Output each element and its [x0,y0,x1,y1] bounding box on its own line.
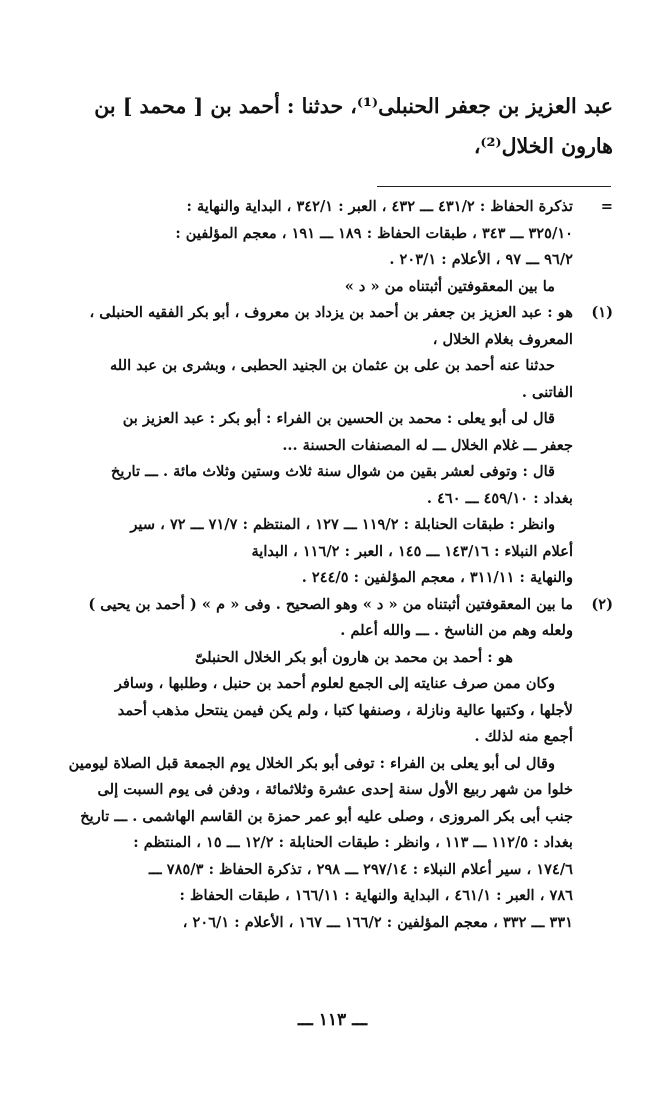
footnote-line: والنهاية : ٣١١/١١ ، معجم المؤلفين : ٢٤٤/٥ . [301,569,573,586]
main-text-block [52,86,613,166]
footnote-label: = [600,198,613,215]
footnote-line: وكان ممن صرف عنايته إلى الجمع لعلوم أحمد بن حنبل ، وطلبها ، وسافر [114,675,555,692]
footnote-line: ٩٦/٢ ـــ ٩٧ ، الأعلام : ٢٠٣/١ . [389,251,573,268]
footnote-line: أجمع منه لذلك . [474,728,573,745]
footnote-label: (٢) [591,595,613,613]
footnote-line: ولعله وهم من الناسخ . ـــ والله أعلم . [340,622,573,639]
footnote-line: لأجلها ، وكتبها عالية ونازلة ، وصنفها كتبا ، ولم يكن فيمن ينتحل مذهب أحمد [117,701,573,719]
footnote-line: جعفر ـــ غلام الخلال ـــ له المصنفات الحسنة ... [282,436,573,454]
footnote-line: بغداد : ٤٥٩/١٠ ـــ ٤٦٠ . [426,489,573,507]
footnote-line: ٣٢٥/١٠ ـــ ٣٤٣ ، طبقات الحفاظ : ١٨٩ ـــ ١٩١ ، معجم المؤلفين : [175,224,573,242]
footnote-line: قال : وتوفى لعشر بقين من شوال سنة ثلاث وستين وثلاث مائة . ـــ تاريخ [110,463,555,480]
footnote-separator [377,186,611,187]
footnote-body [46,300,573,592]
footnote-1 [46,300,613,592]
footnote-line: ٧٨٦ ، العبر : ٤٦١/١ ، البداية والنهاية : ١٦٦/١١ ، طبقات الحفاظ : [179,887,573,904]
footnote-line: وانظر : طبقات الحنابلة : ١١٩/٢ ـــ ١٢٧ ، المنتظم : ٧١/٧ ـــ ٧٢ ، سير [130,516,555,533]
footnote-body [46,194,573,300]
footnote-line: ١٧٤/٦ ، سير أعلام النبلاء : ٢٩٧/١٤ ـــ ٢٩٨ ، تذكرة الحفاظ : ٧٨٥/٣ ـــ [148,860,573,878]
footnote-line: تذكرة الحفاظ : ٤٣١/٢ ـــ ٤٣٢ ، العبر : ٣٤٢/١ ، البداية والنهاية : [186,198,573,215]
footnote-line: جنب أبى بكر المروزى ، وصلى عليه أبو عمر حمزة بن القاسم الهاشمى . ـــ تاريخ [80,807,573,825]
footnote-line: وقال لى أبو يعلى بن الفراء : توفى أبو بكر الخلال يوم الجمعة قبل الصلاة ليومين [68,754,555,772]
footnote-line: ما بين المعقوفتين أثبتناه من « د » وهو الصحيح . وفى « م » ( أحمد بن يحيى ) [88,595,573,613]
footnote-line: المعروف بغلام الخلال ، [432,330,573,348]
footnote-line: خلوا من شهر ربيع الأول سنة إحدى عشرة وثلاثمائة ، ودفن فى يوم السبت إلى [97,781,573,798]
footnotes [46,194,613,936]
footnote-line: ما بين المعقوفتين أثبتناه من « د » [344,277,555,295]
footnote-continued [46,194,613,300]
main-text-line: هارون الخلال⁽²⁾، [473,134,613,158]
footnote-line: بغداد : ١١٢/٥ ـــ ١١٣ ، وانظر : طبقات الحنابلة : ١٢/٢ ـــ ١٥ ، المنتظم : [133,834,573,851]
footnote-line: هو : عبد العزيز بن جعفر بن أحمد بن يزداد بن معروف ، أبو بكر الفقيه الحنبلى ، [89,304,573,321]
footnote-line: ٣٣١ ـــ ٣٣٢ ، معجم المؤلفين : ١٦٦/٢ ـــ ١٦٧ ، الأعلام : ٢٠٦/١ ، [182,913,573,931]
page-number: ـــ ١١٣ ـــ [297,1010,368,1030]
footnote-body [46,592,573,937]
footnote-line: حدثنا عنه أحمد بن على بن عثمان بن الجنيد الحطبى ، وبشرى بن عبد الله [109,357,555,374]
footnote-label: (١) [591,304,613,321]
footnote-2 [46,592,613,937]
footnote-line: قال لى أبو يعلى : محمد بن الحسين بن الفراء : أبو بكر : عبد العزيز بن [122,410,555,427]
footnote-line: هو : أحمد بن محمد بن هارون أبو بكر الخلال الحنبلىّ [194,648,513,666]
footnote-line: أعلام النبلاء : ١٤٣/١٦ ـــ ١٤٥ ، العبر : ١١٦/٢ ، البداية [251,542,573,560]
main-text-line: عبد العزيز بن جعفر الحنبلى⁽¹⁾، حدثنا : أحمد بن [ محمد ] بن [94,94,613,118]
footnote-line: الفاتنى . [521,383,573,401]
